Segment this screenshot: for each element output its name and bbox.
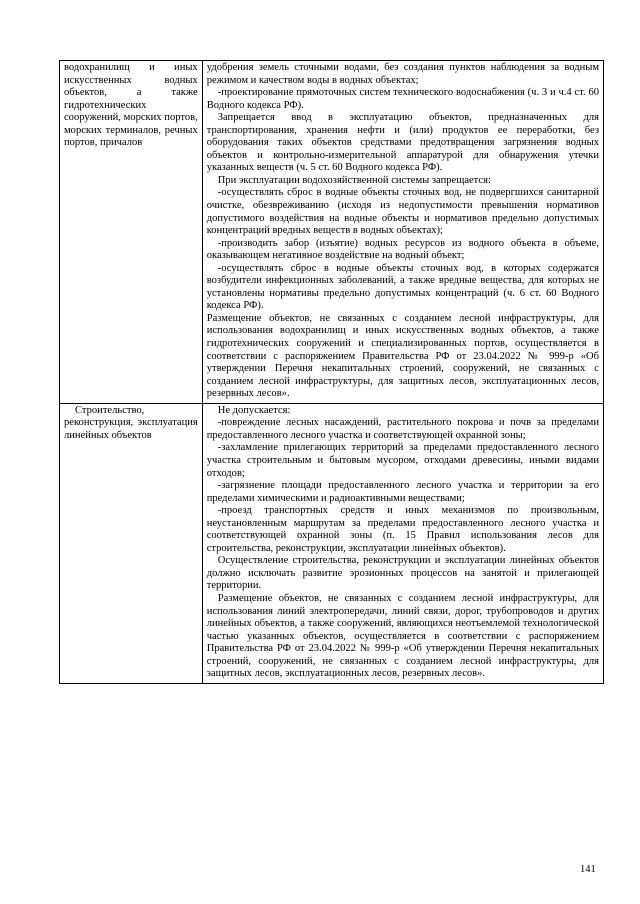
paragraph: -захламление прилегающих территорий за пределами предоставленного лесного участка строительным и бытовым мусором, отходами древесины, иными видами отходов;: [206, 442, 599, 479]
requirements-cell: [202, 61, 603, 404]
paragraph: Размещение объектов, не связанных с созданием лесной инфраструктуры, для использования водохранилищ и иных искусственных водных объектов, а также гидротехнических сооружений и специализированных портов, осуществляется в соответствии с распоряжением Правительства РФ от 23.04.2022 № 999-р «Об утверждении Перечня некапитальных строений, сооружений, не связанных с созданием лесной инфраструктуры, для защитных лесов, эксплуатационных лесов, резервных лесов».: [206, 312, 599, 400]
regulations-table: [59, 60, 604, 684]
paragraph: удобрения земель сточными водами, без создания пунктов наблюдения за водным режимом и качеством воды в водных объектах;: [206, 62, 599, 86]
page-number: 141: [580, 864, 596, 875]
paragraph: Осуществление строительства, реконструкции и эксплуатации линейных объектов должно исключать развитие эрозионных процессов на занятой и прилегающей территории.: [206, 555, 599, 592]
paragraph: Размещение объектов, не связанных с созданием лесной инфраструктуры, для использования линий электропередачи, линий связи, дорог, трубопроводов и других линейных объектов, а также сооружений, являющихся неотъемлемой технологической частью указанных объектов, осуществляется в соответствии с распоряжением Правительства РФ от 23.04.2022 № 999-р «Об утверждении Перечня некапитальных строений, сооружений, не связанных с созданием лесной инфраструктуры, для защитных лесов, эксплуатационных лесов, резервных лесов».: [206, 592, 599, 680]
paragraph: -повреждение лесных насаждений, растительного покрова и почв за пределами предоставленного лесного участка и соответствующей охранной зоны;: [206, 417, 599, 441]
paragraph: -загрязнение площади предоставленного лесного участка и территории за его пределами химическими и радиоактивными веществами;: [206, 480, 599, 504]
table-row: [60, 61, 604, 404]
subject-cell: [60, 61, 203, 404]
paragraph: -проезд транспортных средств и иных механизмов по произвольным, неустановленным маршрутам за пределами предоставленного лесного участка и соответствующей охранной зоны (п. 15 Правил использования лесов для строительства, реконструкции, эксплуатации линейных объектов).: [206, 505, 599, 554]
paragraph: При эксплуатации водохозяйственной системы запрещается:: [217, 174, 491, 186]
subject-text: Строительство, реконструкция, эксплуатация линейных объектов: [64, 404, 198, 441]
requirements-cell: [202, 403, 603, 683]
subject-text: водохранилищ и иных искусственных водных объектов, а также гидротехнических сооружений, морских портов, морских терминалов, речных портов, причалов: [64, 62, 198, 149]
table-row: [60, 403, 604, 683]
paragraph: Запрещается ввод в эксплуатацию объектов, предназначенных для транспортирования, хранения нефти и (или) продуктов ее переработки, без оборудования таких объектов средствами предотвращения загрязнения водных объектов и контрольно-измерительной аппаратурой для обнаружения утечки указанных веществ (ч. 5 ст. 60 Водного кодекса РФ).: [206, 112, 599, 174]
paragraph: -производить забор (изъятие) водных ресурсов из водного объекта в объеме, оказывающем негативное воздействие на водный объект;: [206, 237, 599, 262]
paragraph: Не допускается:: [217, 404, 291, 416]
paragraph: -осуществлять сброс в водные объекты сточных вод, не подвергшихся санитарной очистке, обезвреживанию (исходя из недопустимости превышения нормативов допустимого воздействия на водные объекты и нормативов предельно допустимых концентраций вредных веществ в водных объектах);: [206, 187, 599, 237]
paragraph: -проектирование прямоточных систем технического водоснабжения (ч. 3 и ч.4 ст. 60 Водного кодекса РФ).: [206, 87, 599, 111]
paragraph: -осуществлять сброс в водные объекты сточных вод, в которых содержатся возбудители инфекционных заболеваний, а также вредные вещества, для которых не установлены нормативы предельно допустимых концентраций (ч. 6 ст. 60 Водного кодекса РФ).: [206, 262, 599, 312]
subject-cell: [60, 403, 203, 683]
